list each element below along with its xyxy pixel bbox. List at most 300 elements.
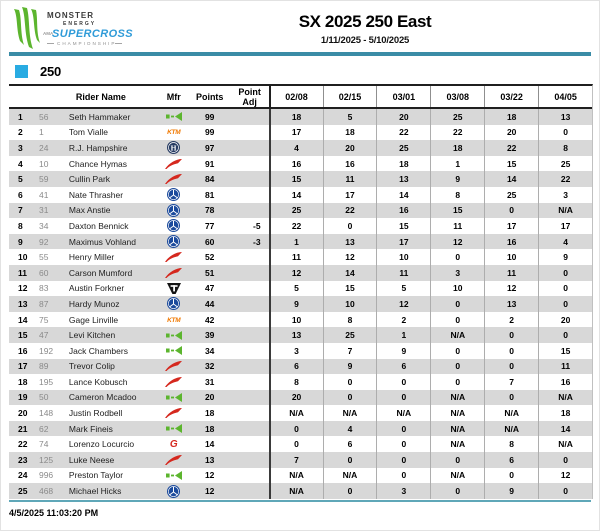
table-row (9, 421, 592, 437)
race-result-cell: 5 (376, 281, 430, 297)
race-result-cell: 0 (538, 125, 592, 141)
race-result-cell: 0 (323, 452, 377, 468)
race-result-cell: 8 (484, 436, 538, 452)
rider-number-cell: 60 (38, 267, 49, 278)
report-header (1, 1, 599, 51)
rank-cell: 19 (18, 392, 28, 403)
race-result-cell: 0 (484, 359, 538, 375)
race-result-cell: 17 (376, 234, 430, 250)
yamaha-logo-icon (167, 485, 180, 498)
logo-series-text: SUPERCROSS (52, 28, 134, 40)
kawasaki-logo-icon (166, 112, 182, 121)
rank-cell: 17 (18, 361, 28, 372)
race-result-cell: 14 (538, 421, 592, 437)
points-cell: 78 (204, 205, 215, 216)
rider-name-cell: Levi Kitchen (68, 330, 116, 341)
rank-cell: 20 (18, 408, 28, 419)
race-result-cell: 6 (376, 359, 430, 375)
points-cell: 97 (204, 142, 215, 153)
mfr-cell (159, 331, 189, 340)
honda-logo-icon (165, 377, 182, 387)
page-title: SX 2025 250 East (298, 12, 432, 31)
table-row (9, 265, 592, 281)
standings-table (9, 84, 593, 499)
rider-number-cell: 87 (38, 298, 49, 309)
race-result-cell: 15 (269, 171, 323, 187)
race-result-cell: 18 (323, 125, 377, 141)
rider-name-cell: Cameron Mcadoo (68, 392, 137, 403)
race-result-cell: 2 (376, 312, 430, 328)
race-result-cell: 12 (484, 281, 538, 297)
race-result-cell: 0 (538, 483, 592, 499)
rider-name-cell: Seth Hammaker (68, 111, 131, 122)
rank-cell: 4 (18, 158, 23, 169)
class-label: 250 (40, 64, 62, 79)
table-row (9, 436, 592, 452)
rider-number-cell: 55 (38, 252, 49, 263)
header-race-date-4: 03/08 (430, 86, 484, 107)
race-result-cell: 17 (538, 218, 592, 234)
race-result-cell: 0 (430, 483, 484, 499)
mfr-cell (159, 141, 189, 154)
race-result-cell: 0 (376, 436, 430, 452)
race-result-cell: 8 (538, 140, 592, 156)
table-row (9, 405, 592, 421)
table-row (9, 452, 592, 468)
mfr-cell (159, 174, 189, 184)
race-result-cell: 10 (269, 312, 323, 328)
table-row (9, 109, 592, 125)
class-color-square-icon (15, 65, 28, 78)
rider-number-cell: 41 (38, 189, 49, 200)
mfr-cell (159, 204, 189, 217)
race-result-cell: 17 (484, 218, 538, 234)
race-result-cell: 13 (323, 234, 377, 250)
mfr-cell (159, 316, 189, 324)
race-result-cell: 9 (376, 343, 430, 359)
rider-number-cell: 192 (38, 345, 54, 356)
mfr-cell (159, 393, 189, 402)
race-result-cell: 0 (430, 312, 484, 328)
race-result-cell: N/A (430, 421, 484, 437)
race-result-cell: 11 (376, 265, 430, 281)
race-result-cell: 8 (269, 374, 323, 390)
rider-number-cell: 56 (38, 111, 49, 122)
yamaha-logo-icon (167, 188, 180, 201)
svg-text:H: H (170, 143, 177, 153)
yamaha-logo-icon (167, 297, 180, 310)
rank-cell: 21 (18, 423, 28, 434)
header-race-date-3: 03/01 (376, 86, 430, 107)
logo-ama-text: AMA (43, 31, 54, 36)
race-result-cell: 20 (376, 109, 430, 125)
rider-name-cell: Luke Neese (68, 454, 115, 465)
race-result-cell: 1 (269, 234, 323, 250)
race-result-cell: 5 (269, 281, 323, 297)
race-result-cell: 16 (323, 156, 377, 172)
table-row (9, 203, 592, 219)
race-result-cell: 0 (323, 218, 377, 234)
rank-cell: 13 (18, 298, 28, 309)
race-result-cell: 14 (484, 171, 538, 187)
kawasaki-logo-icon (166, 346, 182, 355)
race-result-cell: 7 (484, 374, 538, 390)
rider-number-cell: 62 (38, 423, 49, 434)
points-cell: 31 (204, 376, 215, 387)
mfr-cell (159, 471, 189, 480)
race-result-cell: 14 (376, 187, 430, 203)
race-result-cell: N/A (323, 405, 377, 421)
honda-logo-icon (165, 361, 182, 371)
race-result-cell: 20 (484, 125, 538, 141)
rank-cell: 22 (18, 439, 28, 450)
race-result-cell: 1 (430, 156, 484, 172)
race-result-cell: N/A (269, 468, 323, 484)
header-race-date-5: 03/22 (484, 86, 538, 107)
rider-name-cell: Austin Forkner (68, 283, 125, 294)
rank-cell: 11 (18, 267, 27, 278)
table-bottom-divider (9, 500, 591, 502)
race-result-cell: 0 (376, 452, 430, 468)
standings-rows (9, 109, 592, 499)
race-result-cell: 6 (323, 436, 377, 452)
table-row (9, 296, 592, 312)
race-result-cell: 15 (484, 156, 538, 172)
rider-number-cell: 50 (38, 392, 49, 403)
points-cell: 91 (204, 158, 215, 169)
honda-logo-icon (165, 268, 182, 278)
header-rider-name: Rider Name (75, 91, 126, 102)
points-cell: 13 (204, 454, 215, 465)
mfr-cell (159, 219, 189, 232)
race-result-cell: 22 (323, 203, 377, 219)
rider-number-cell: 125 (38, 454, 54, 465)
honda-logo-icon (165, 174, 182, 184)
rider-name-cell: Michael Hicks (68, 486, 122, 497)
race-result-cell: 8 (430, 187, 484, 203)
rider-name-cell: Daxton Bennick (68, 220, 129, 231)
rider-name-cell: Carson Mumford (68, 267, 133, 278)
points-cell: 99 (204, 111, 215, 122)
table-row (9, 234, 592, 250)
race-result-cell: 18 (376, 156, 430, 172)
rank-cell: 23 (18, 454, 28, 465)
mfr-cell (159, 283, 189, 294)
points-cell: 44 (204, 298, 215, 309)
race-result-cell: 0 (430, 343, 484, 359)
yamaha-logo-icon (167, 219, 180, 232)
table-row (9, 281, 592, 297)
race-result-cell: 6 (484, 452, 538, 468)
mfr-cell (159, 235, 189, 248)
rider-name-cell: Max Anstie (68, 205, 111, 216)
rider-name-cell: Trevor Colip (68, 361, 115, 372)
race-result-cell: 11 (430, 218, 484, 234)
mfr-cell (159, 252, 189, 262)
race-result-cell: 13 (376, 171, 430, 187)
race-result-cell: 18 (430, 140, 484, 156)
race-result-cell: 22 (538, 171, 592, 187)
points-cell: 14 (204, 439, 215, 450)
race-result-cell: N/A (430, 436, 484, 452)
race-result-cell: 25 (376, 140, 430, 156)
points-cell: 47 (204, 283, 215, 294)
table-row (9, 156, 592, 172)
race-result-cell: N/A (430, 468, 484, 484)
race-result-cell: 0 (538, 296, 592, 312)
race-result-cell: 0 (269, 436, 323, 452)
points-cell: 81 (204, 189, 215, 200)
race-result-cell: 0 (430, 374, 484, 390)
race-result-cell: 0 (430, 452, 484, 468)
mfr-cell (159, 188, 189, 201)
rider-name-cell: Lorenzo Locurcio (68, 439, 135, 450)
table-row (9, 374, 592, 390)
race-result-cell: 7 (323, 343, 377, 359)
rider-name-cell: Preston Taylor (68, 470, 124, 481)
race-result-cell: 22 (484, 140, 538, 156)
mfr-cell (159, 112, 189, 121)
yamaha-logo-icon (167, 235, 180, 248)
rank-cell: 15 (18, 330, 28, 341)
ktm-logo-icon: KTM (167, 316, 181, 324)
race-result-cell: N/A (538, 436, 592, 452)
points-cell: 99 (204, 127, 215, 138)
supercross-championship-logo (9, 7, 139, 51)
race-result-cell: 9 (484, 483, 538, 499)
race-result-cell: 10 (323, 296, 377, 312)
rank-cell: 3 (18, 142, 23, 153)
race-result-cell: 4 (323, 421, 377, 437)
triumph-logo-icon (167, 283, 181, 294)
header-point-adj: Point Adj (238, 86, 261, 107)
kawasaki-logo-icon (166, 393, 182, 402)
rider-number-cell: 34 (38, 220, 49, 231)
ktm-logo-icon: KTM (167, 129, 181, 137)
race-result-cell: 0 (538, 452, 592, 468)
yamaha-logo-icon (167, 204, 180, 217)
race-result-cell: 0 (430, 296, 484, 312)
rank-cell: 12 (18, 283, 28, 294)
rider-number-cell: 24 (38, 142, 49, 153)
race-result-cell: 16 (484, 234, 538, 250)
race-result-cell: 12 (538, 468, 592, 484)
race-result-cell: 10 (430, 281, 484, 297)
race-result-cell: 25 (430, 109, 484, 125)
mfr-cell (159, 268, 189, 278)
race-result-cell: 18 (269, 109, 323, 125)
race-result-cell: 0 (484, 327, 538, 343)
point-adj-cell: -5 (253, 220, 261, 231)
table-row (9, 187, 592, 203)
points-cell: 84 (204, 174, 215, 185)
race-result-cell: 3 (376, 483, 430, 499)
gasgas-logo-icon: G (169, 438, 178, 450)
race-result-cell: 0 (376, 421, 430, 437)
table-row (9, 359, 592, 375)
rank-cell: 5 (18, 174, 23, 185)
table-row (9, 218, 592, 234)
rider-number-cell: 996 (38, 470, 54, 481)
points-cell: 52 (204, 252, 215, 263)
rank-cell: 10 (18, 252, 28, 263)
table-row (9, 249, 592, 265)
mfr-cell (159, 361, 189, 371)
mfr-cell (159, 424, 189, 433)
race-result-cell: 18 (484, 109, 538, 125)
class-label-row (15, 64, 591, 79)
race-result-cell: N/A (430, 405, 484, 421)
honda-logo-icon (165, 455, 182, 465)
mfr-cell (159, 408, 189, 418)
rider-number-cell: 47 (38, 330, 49, 341)
honda-logo-icon (165, 408, 182, 418)
generated-timestamp: 4/5/2025 11:03:20 PM (9, 507, 99, 518)
rider-number-cell: 1 (38, 127, 44, 138)
points-cell: 51 (204, 267, 215, 278)
logo-championship-text: CHAMPIONSHIP (57, 41, 117, 46)
race-result-cell: 0 (323, 390, 377, 406)
rank-cell: 24 (18, 470, 28, 481)
rider-name-cell: Gage Linville (68, 314, 119, 325)
rank-cell: 16 (18, 345, 28, 356)
rider-name-cell: Tom Vialle (68, 127, 108, 138)
race-result-cell: N/A (430, 390, 484, 406)
race-result-cell: 0 (538, 265, 592, 281)
table-header-row (9, 86, 592, 109)
race-result-cell: N/A (323, 468, 377, 484)
race-result-cell: 11 (538, 359, 592, 375)
kawasaki-logo-icon (166, 471, 182, 480)
race-result-cell: 16 (538, 374, 592, 390)
table-row (9, 468, 592, 484)
race-result-cell: 9 (269, 296, 323, 312)
season-date-range: 1/11/2025 - 5/10/2025 (320, 35, 410, 46)
report-title-block (139, 7, 591, 51)
race-result-cell: 9 (430, 171, 484, 187)
race-result-cell: 13 (269, 327, 323, 343)
header-race-date-2: 02/15 (323, 86, 377, 107)
race-result-cell: 13 (484, 296, 538, 312)
race-result-cell: 12 (430, 234, 484, 250)
race-result-cell: 11 (269, 249, 323, 265)
header-race-date-6: 04/05 (538, 86, 592, 107)
race-result-cell: 3 (430, 265, 484, 281)
points-cell: 34 (204, 345, 215, 356)
race-result-cell: 1 (376, 327, 430, 343)
mfr-cell (159, 129, 189, 137)
points-cell: 32 (204, 361, 215, 372)
kawasaki-logo-icon (166, 331, 182, 340)
race-result-cell: 17 (269, 125, 323, 141)
race-result-cell: 15 (376, 218, 430, 234)
rider-name-cell: Mark Fineis (68, 423, 113, 434)
table-row (9, 327, 592, 343)
race-result-cell: 22 (269, 218, 323, 234)
rider-number-cell: 468 (38, 486, 54, 497)
rank-cell: 2 (18, 127, 23, 138)
race-result-cell: 16 (269, 156, 323, 172)
mfr-cell (159, 438, 189, 450)
rider-name-cell: Cullin Park (68, 174, 111, 185)
rank-cell: 9 (18, 236, 23, 247)
race-result-cell: 18 (538, 405, 592, 421)
rider-number-cell: 31 (38, 205, 49, 216)
points-cell: 42 (204, 314, 215, 325)
race-result-cell: N/A (269, 483, 323, 499)
race-result-cell: N/A (430, 327, 484, 343)
rider-name-cell: R.J. Hampshire (68, 142, 128, 153)
race-result-cell: 0 (484, 203, 538, 219)
rider-number-cell: 83 (38, 283, 49, 294)
race-result-cell: 0 (430, 249, 484, 265)
race-result-cell: 0 (538, 281, 592, 297)
header-race-date-1: 02/08 (269, 86, 323, 107)
points-cell: 12 (204, 470, 215, 481)
logo-brand-mid-text: ENERGY (63, 21, 97, 27)
rider-number-cell: 92 (38, 236, 49, 247)
mfr-cell (159, 377, 189, 387)
race-result-cell: N/A (484, 421, 538, 437)
race-result-cell: 5 (323, 109, 377, 125)
rider-number-cell: 148 (38, 408, 54, 419)
race-result-cell: 0 (484, 343, 538, 359)
table-row (9, 171, 592, 187)
race-result-cell: 20 (269, 390, 323, 406)
race-result-cell: 0 (376, 374, 430, 390)
race-result-cell: 9 (323, 359, 377, 375)
rank-cell: 6 (18, 189, 23, 200)
rider-name-cell: Maximus Vohland (68, 236, 137, 247)
kawasaki-logo-icon (166, 424, 182, 433)
table-row (9, 483, 592, 499)
race-result-cell: 12 (269, 265, 323, 281)
race-result-cell: 4 (538, 234, 592, 250)
table-row (9, 125, 592, 141)
header-points: Points (195, 91, 224, 102)
rank-cell: 18 (18, 376, 28, 387)
point-adj-cell: -3 (253, 236, 261, 247)
race-result-cell: 10 (376, 249, 430, 265)
report-footer (9, 508, 591, 518)
logo-brand-top-text: MONSTER (47, 11, 94, 20)
race-result-cell: 25 (538, 156, 592, 172)
mfr-cell (159, 297, 189, 310)
race-result-cell: 3 (538, 187, 592, 203)
race-result-cell: 2 (484, 312, 538, 328)
race-result-cell: N/A (269, 405, 323, 421)
race-result-cell: N/A (538, 203, 592, 219)
race-result-cell: 22 (376, 125, 430, 141)
race-result-cell: 25 (484, 187, 538, 203)
table-row (9, 312, 592, 328)
race-result-cell: 15 (538, 343, 592, 359)
rider-number-cell: 59 (38, 174, 49, 185)
rank-cell: 7 (18, 205, 23, 216)
points-cell: 12 (204, 486, 215, 497)
race-result-cell: 3 (269, 343, 323, 359)
monster-energy-supercross-logo-icon (9, 7, 137, 53)
race-result-cell: N/A (538, 390, 592, 406)
table-row (9, 390, 592, 406)
points-cell: 18 (204, 423, 215, 434)
race-result-cell: 4 (269, 140, 323, 156)
rank-cell: 14 (18, 314, 28, 325)
race-result-cell: 14 (269, 187, 323, 203)
race-result-cell: 8 (323, 312, 377, 328)
race-result-cell: 0 (269, 421, 323, 437)
rider-name-cell: Jack Chambers (68, 345, 128, 356)
